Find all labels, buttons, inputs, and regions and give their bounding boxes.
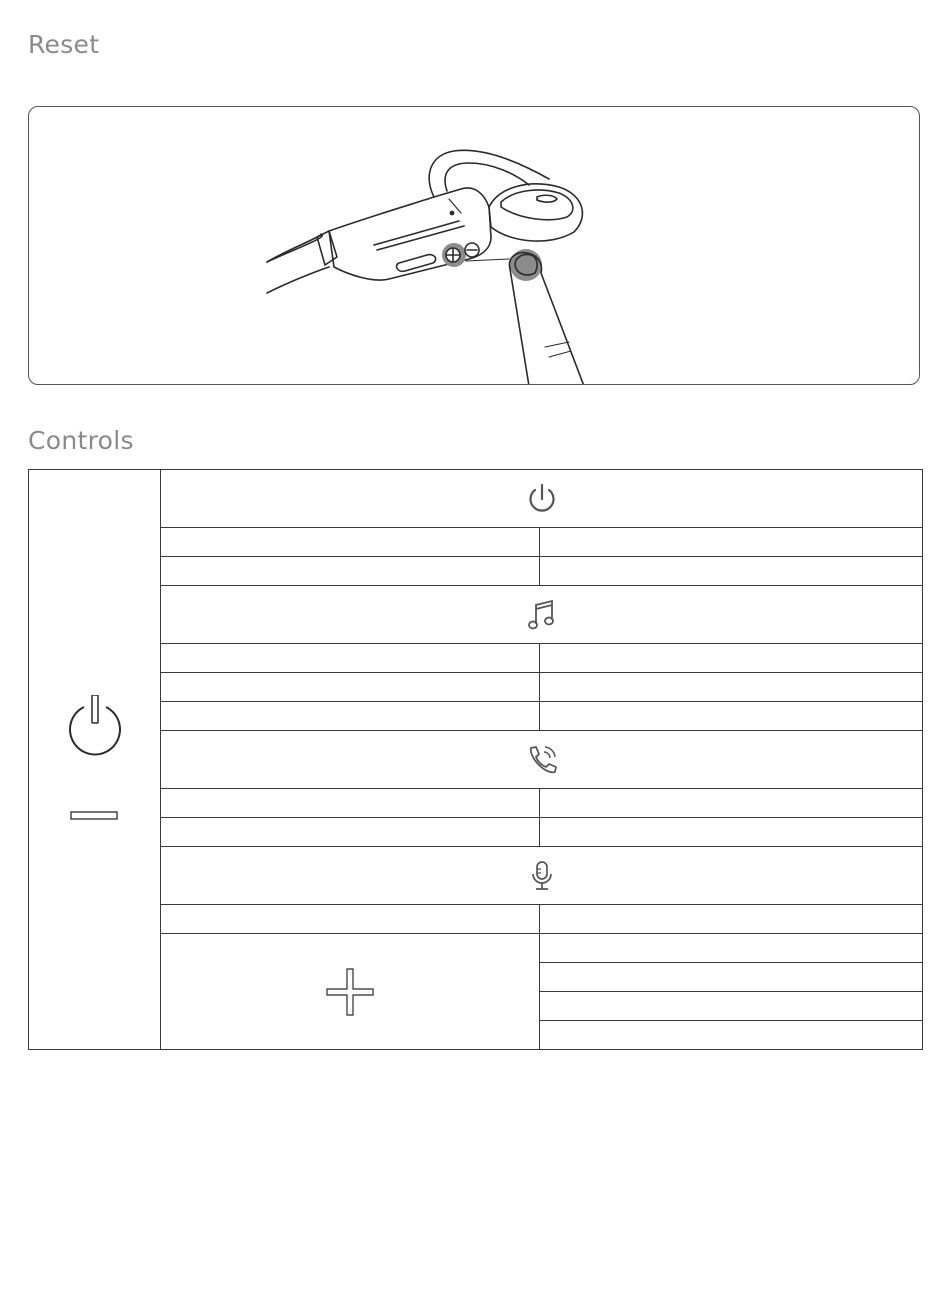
table-row	[29, 818, 923, 847]
table-row	[29, 789, 923, 818]
music-header-cell	[161, 586, 923, 644]
reset-section-title: Reset	[28, 30, 100, 59]
button-cell-power-minus	[29, 470, 161, 1050]
minus-icon	[70, 809, 120, 823]
button-cell-plus	[161, 934, 540, 1050]
controls-table	[28, 469, 923, 1050]
plus-icon	[325, 967, 375, 1017]
table-section-header-call	[29, 731, 923, 789]
table-row	[29, 644, 923, 673]
mic-header-cell	[161, 847, 923, 905]
table-row	[29, 934, 923, 963]
table-row	[29, 557, 923, 586]
controls-section-title: Controls	[28, 426, 134, 455]
table-row	[29, 673, 923, 702]
table-section-header-music	[29, 586, 923, 644]
music-note-icon	[527, 598, 557, 632]
power-icon	[525, 482, 559, 516]
microphone-icon	[529, 860, 555, 892]
table-row	[29, 905, 923, 934]
table-section-header-mic	[29, 847, 923, 905]
phone-call-icon	[526, 744, 558, 776]
power-header-cell	[161, 470, 923, 528]
table-row	[29, 702, 923, 731]
power-icon	[65, 695, 125, 805]
reset-illustration	[28, 106, 920, 385]
table-section-header-power	[29, 470, 923, 528]
table-row	[29, 528, 923, 557]
call-header-cell	[161, 731, 923, 789]
